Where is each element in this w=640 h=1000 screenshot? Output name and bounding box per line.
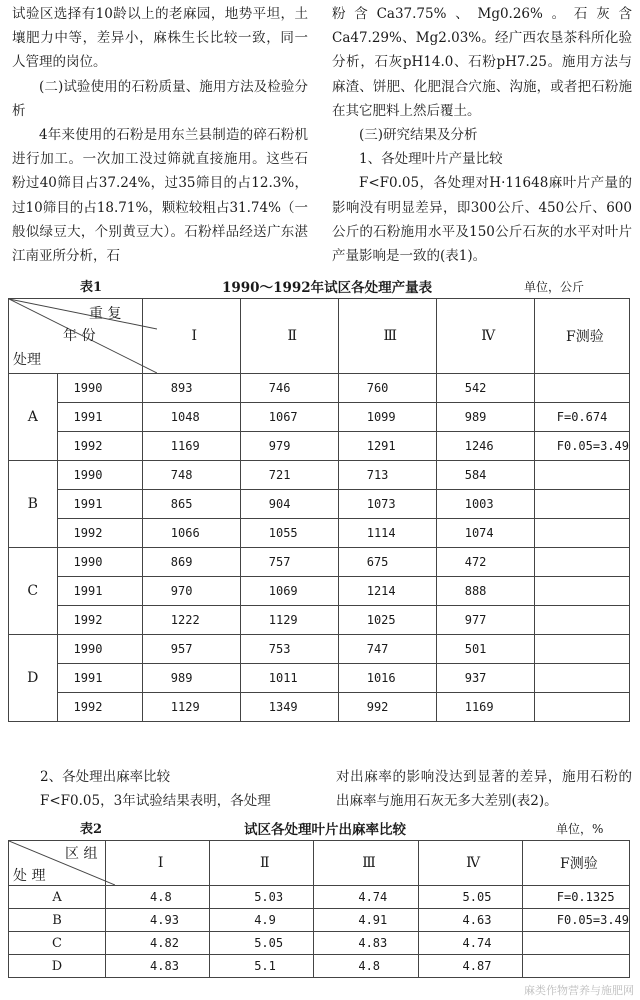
yield-cell: 757 <box>240 548 338 577</box>
ftest-cell <box>534 693 629 722</box>
ftest-cell <box>522 932 629 955</box>
year-cell: 1990 <box>57 548 142 577</box>
year-cell: 1992 <box>57 519 142 548</box>
yield-cell: 869 <box>142 548 240 577</box>
table2-header-row <box>9 841 630 886</box>
rate-cell: 4.9 <box>210 909 314 932</box>
yield-cell: 748 <box>142 461 240 490</box>
section2-left-text: F<F0.05，3年试验结果表明，各处理 <box>40 793 271 810</box>
yield-cell: 904 <box>240 490 338 519</box>
table1-rep-label: 重 复 <box>89 306 122 322</box>
table-row <box>9 693 630 722</box>
left-column-paragraph: (二)试验使用的石粉质量、施用方法及检验分析 <box>12 78 308 119</box>
year-cell: 1992 <box>57 606 142 635</box>
table2-col-1: Ⅰ <box>106 841 210 886</box>
watermark: 麻类作物营养与施肥网 <box>524 984 634 997</box>
table-row <box>9 519 630 548</box>
table2-unit: 单位，% <box>556 822 604 836</box>
yield-cell: 970 <box>142 577 240 606</box>
table2-group-label: 区 组 <box>65 846 98 862</box>
table-row <box>9 955 630 978</box>
yield-cell: 713 <box>338 461 436 490</box>
year-cell: 1992 <box>57 693 142 722</box>
yield-cell: 1011 <box>240 664 338 693</box>
year-cell: 1991 <box>57 577 142 606</box>
yield-cell: 542 <box>436 374 534 403</box>
right-column-top <box>332 2 632 268</box>
yield-cell: 957 <box>142 635 240 664</box>
table2-col-4: Ⅳ <box>418 841 522 886</box>
year-cell: 1991 <box>57 403 142 432</box>
ftest-cell: F0.05=3.49 <box>522 909 629 932</box>
yield-cell: 1246 <box>436 432 534 461</box>
table-row <box>9 635 630 664</box>
left-column-paragraph: 4年来使用的石粉是用东兰县制造的碎石粉机进行加工。一次加工没过筛就直接施用。这些石粉过40筛目占37.24%，过35筛目的占12.3%，过10筛目的占18.71%，颗粒较粗占31.74%（一般似绿豆大，个别黄豆大）。石粉样品经送广东湛江南亚所分析，石 <box>12 127 308 265</box>
yield-cell: 584 <box>436 461 534 490</box>
section2-right <box>336 765 632 813</box>
table1-year-label: 年 份 <box>63 328 96 344</box>
yield-cell: 979 <box>240 432 338 461</box>
yield-cell: 893 <box>142 374 240 403</box>
year-cell: 1990 <box>57 635 142 664</box>
rate-cell: 5.1 <box>210 955 314 978</box>
yield-cell: 888 <box>436 577 534 606</box>
yield-cell: 1214 <box>338 577 436 606</box>
table-row <box>9 909 630 932</box>
table2 <box>8 840 630 978</box>
right-column-paragraph: 1、各处理叶片产量比较 <box>359 151 503 168</box>
section2-right-text: 对出麻率的影响没达到显著的差异，施用石粉的出麻率与施用石灰无多大差别(表2)。 <box>336 769 632 810</box>
rate-cell: 5.05 <box>418 886 522 909</box>
treatment-cell: C <box>9 548 58 635</box>
table1-title: 1990～1992年试区各处理产量表 <box>222 280 433 296</box>
yield-cell: 1066 <box>142 519 240 548</box>
yield-cell: 937 <box>436 664 534 693</box>
ftest-cell <box>534 635 629 664</box>
rate-cell: 4.82 <box>106 932 210 955</box>
ftest-cell <box>534 548 629 577</box>
yield-cell: 989 <box>142 664 240 693</box>
treatment-cell: A <box>9 886 106 909</box>
yield-cell: 501 <box>436 635 534 664</box>
ftest-cell: F=0.1325 <box>522 886 629 909</box>
yield-cell: 1129 <box>240 606 338 635</box>
yield-cell: 472 <box>436 548 534 577</box>
rate-cell: 4.93 <box>106 909 210 932</box>
table2-ftest-header: F测验 <box>522 841 629 886</box>
treatment-cell: D <box>9 955 106 978</box>
yield-cell: 989 <box>436 403 534 432</box>
left-column-paragraph: 试验区选择有10龄以上的老麻园，地势平坦，土壤肥力中等，差异小，麻株生长比较一致，同一人管理的岗位。 <box>12 6 308 71</box>
table1 <box>8 298 630 722</box>
yield-cell: 1349 <box>240 693 338 722</box>
yield-cell: 1099 <box>338 403 436 432</box>
table-row <box>9 403 630 432</box>
yield-cell: 1222 <box>142 606 240 635</box>
yield-cell: 1291 <box>338 432 436 461</box>
yield-cell: 1048 <box>142 403 240 432</box>
ftest-cell: F0.05=3.49 <box>534 432 629 461</box>
table1-col-3: Ⅲ <box>338 299 436 374</box>
rate-cell: 4.91 <box>314 909 418 932</box>
right-column-paragraph: F<F0.05，各处理对H·11648麻叶片产量的影响没有明显差异，即300公斤、450公斤、600公斤的石粉施用水平及150公斤石灰的水平对叶片产量影响是一致的(表1)。 <box>332 175 632 265</box>
yield-cell: 746 <box>240 374 338 403</box>
table-row <box>9 606 630 635</box>
year-cell: 1991 <box>57 490 142 519</box>
table2-label: 表2 <box>80 822 103 837</box>
table1-unit: 单位，公斤 <box>524 280 585 294</box>
yield-cell: 977 <box>436 606 534 635</box>
table2-diagonal-header <box>9 841 106 886</box>
yield-cell: 1129 <box>142 693 240 722</box>
treatment-cell: A <box>9 374 58 461</box>
treatment-cell: C <box>9 932 106 955</box>
section2-heading: 2、各处理出麻率比较 <box>40 769 171 785</box>
yield-cell: 865 <box>142 490 240 519</box>
year-cell: 1990 <box>57 461 142 490</box>
yield-cell: 721 <box>240 461 338 490</box>
yield-cell: 747 <box>338 635 436 664</box>
table-row <box>9 886 630 909</box>
left-column-top <box>12 2 308 268</box>
yield-cell: 760 <box>338 374 436 403</box>
table-row <box>9 548 630 577</box>
rate-cell: 5.03 <box>210 886 314 909</box>
table-row <box>9 490 630 519</box>
table-row <box>9 374 630 403</box>
table2-col-3: Ⅲ <box>314 841 418 886</box>
year-cell: 1992 <box>57 432 142 461</box>
year-cell: 1990 <box>57 374 142 403</box>
table1-col-1: Ⅰ <box>142 299 240 374</box>
treatment-cell: D <box>9 635 58 722</box>
rate-cell: 4.8 <box>314 955 418 978</box>
yield-cell: 1169 <box>436 693 534 722</box>
table2-title: 试区各处理叶片出麻率比较 <box>244 822 406 838</box>
rate-cell: 4.83 <box>106 955 210 978</box>
table2-col-2: Ⅱ <box>210 841 314 886</box>
ftest-cell <box>534 374 629 403</box>
table-row <box>9 461 630 490</box>
table1-treatment-label: 处理 <box>13 352 41 368</box>
table-row <box>9 577 630 606</box>
ftest-cell: F=0.674 <box>534 403 629 432</box>
yield-cell: 1169 <box>142 432 240 461</box>
treatment-cell: B <box>9 461 58 548</box>
table1-diagonal-header <box>9 299 143 374</box>
section2-left <box>40 765 330 813</box>
table2-body <box>9 886 630 978</box>
ftest-cell <box>534 606 629 635</box>
rate-cell: 5.05 <box>210 932 314 955</box>
table2-treatment-label: 处 理 <box>13 868 46 884</box>
yield-cell: 753 <box>240 635 338 664</box>
yield-cell: 1073 <box>338 490 436 519</box>
table1-col-2: Ⅱ <box>240 299 338 374</box>
yield-cell: 1067 <box>240 403 338 432</box>
right-column-paragraph: 粉含Ca37.75%、Mg0.26%。石灰含Ca47.29%、Mg2.03%。经广西农垦茶科所化验分析，石灰pH14.0、石粉pH7.25。施用方法与麻渣、饼肥、化肥混合穴施、沟施，或者把石粉施在其它肥料上然后覆土。 <box>332 6 632 119</box>
ftest-cell <box>534 519 629 548</box>
table1-header-row <box>9 299 630 374</box>
table-row <box>9 932 630 955</box>
ftest-cell <box>534 664 629 693</box>
rate-cell: 4.74 <box>314 886 418 909</box>
right-column-paragraph: (三)研究结果及分析 <box>359 127 478 144</box>
rate-cell: 4.87 <box>418 955 522 978</box>
rate-cell: 4.74 <box>418 932 522 955</box>
yield-cell: 1025 <box>338 606 436 635</box>
table1-col-4: Ⅳ <box>436 299 534 374</box>
yield-cell: 1003 <box>436 490 534 519</box>
rate-cell: 4.63 <box>418 909 522 932</box>
yield-cell: 1016 <box>338 664 436 693</box>
treatment-cell: B <box>9 909 106 932</box>
yield-cell: 1055 <box>240 519 338 548</box>
yield-cell: 992 <box>338 693 436 722</box>
ftest-cell <box>534 577 629 606</box>
ftest-cell <box>522 955 629 978</box>
yield-cell: 1074 <box>436 519 534 548</box>
year-cell: 1991 <box>57 664 142 693</box>
table-row <box>9 432 630 461</box>
rate-cell: 4.83 <box>314 932 418 955</box>
rate-cell: 4.8 <box>106 886 210 909</box>
ftest-cell <box>534 490 629 519</box>
yield-cell: 1114 <box>338 519 436 548</box>
ftest-cell <box>534 461 629 490</box>
table1-label: 表1 <box>80 280 103 295</box>
table1-ftest-header: F测验 <box>534 299 629 374</box>
yield-cell: 1069 <box>240 577 338 606</box>
table1-body <box>9 374 630 722</box>
table-row <box>9 664 630 693</box>
yield-cell: 675 <box>338 548 436 577</box>
